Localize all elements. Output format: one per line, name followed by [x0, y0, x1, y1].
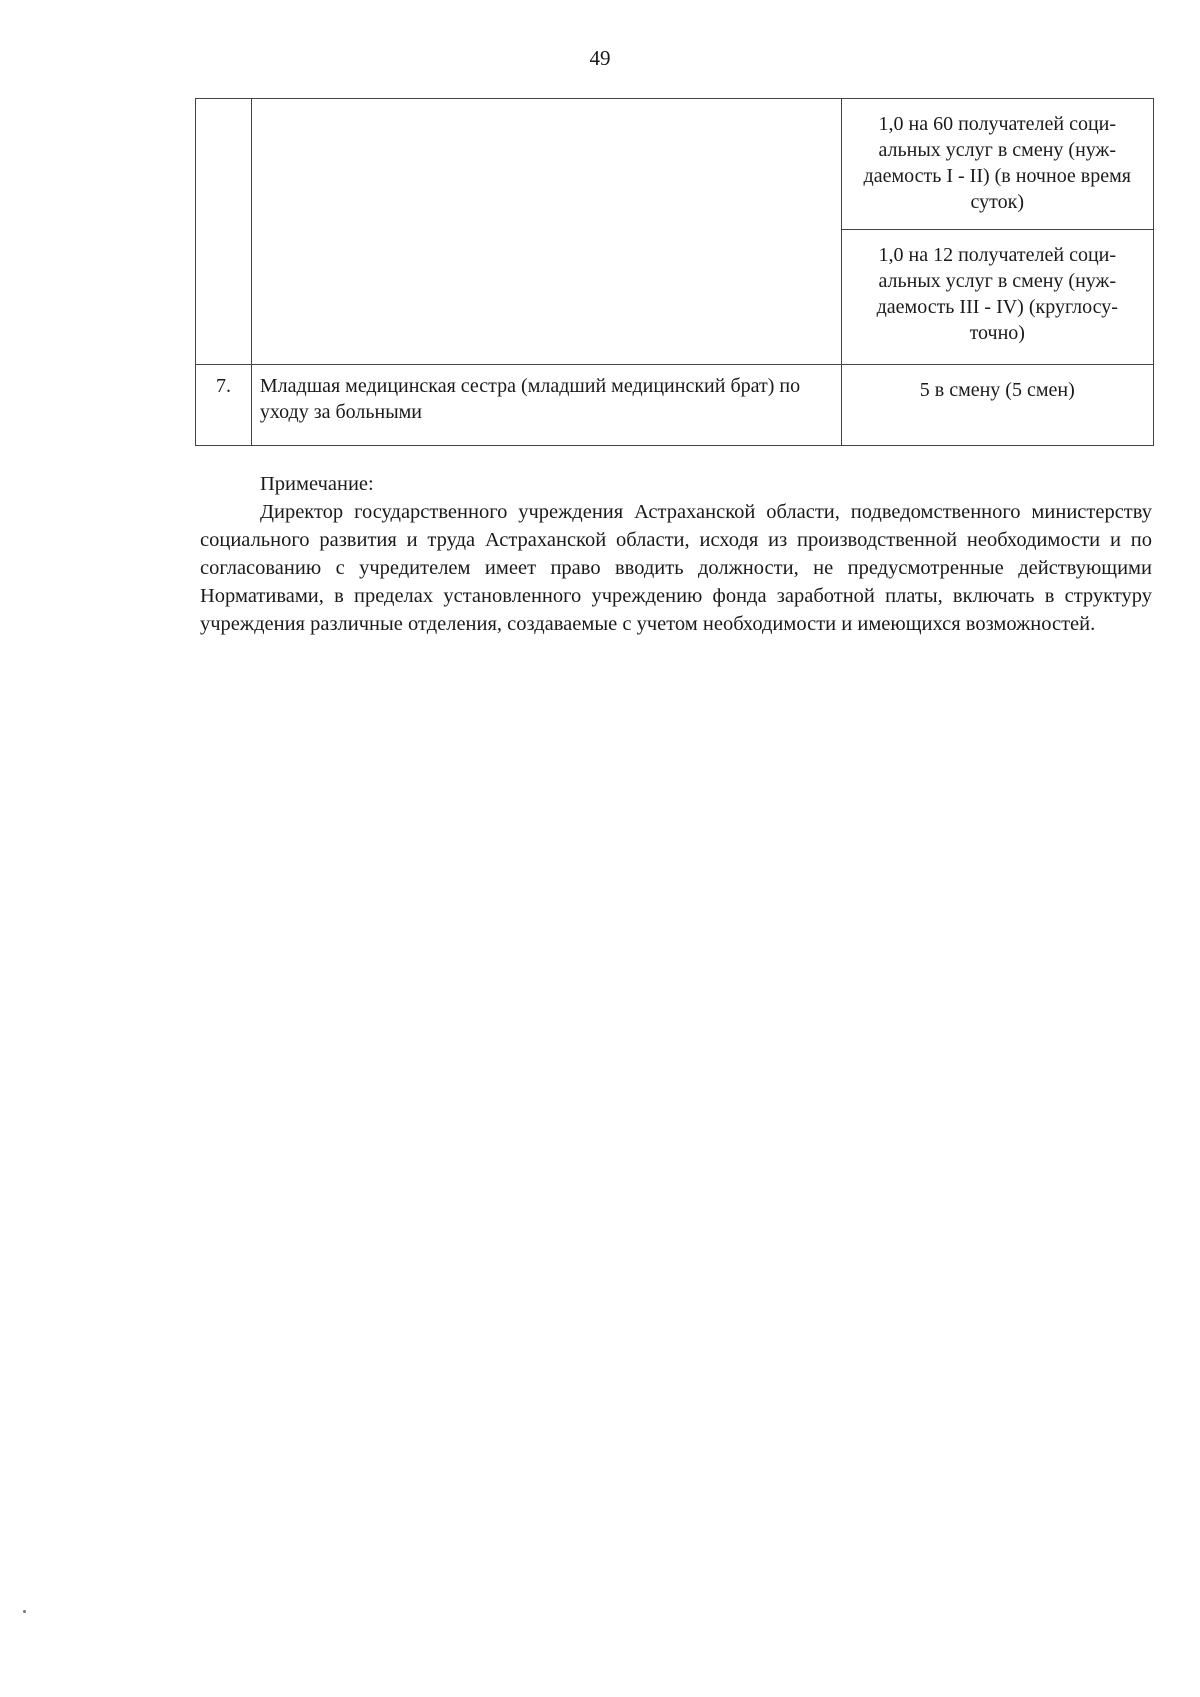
norm-text: 1,0 на 60 получателей соци-альных услуг в смену (нуж-даемость I - II) (в ночное время суток)	[863, 113, 1131, 213]
scan-speck	[23, 1610, 26, 1613]
position-name: Младшая медицинская сестра (младший медицинский брат) по уходу за больными	[259, 375, 801, 423]
row-number-cell	[196, 99, 252, 365]
norm-cell	[841, 99, 1153, 230]
position-cell	[251, 99, 841, 365]
norm-text: 1,0 на 12 получателей соци-альных услуг в смену (нуж-даемость III - IV) (круглосу-точно)	[876, 244, 1118, 344]
table-row	[196, 99, 1154, 230]
note-title: Примечание:	[260, 473, 374, 495]
norm-cell	[841, 230, 1153, 365]
row-number-cell	[196, 365, 252, 446]
norm-text: 5 в смену (5 смен)	[919, 379, 1075, 401]
position-name	[252, 99, 841, 113]
page-number: 49	[589, 46, 611, 70]
note-block	[200, 470, 1152, 638]
row-number: 7.	[215, 375, 231, 397]
norm-cell	[841, 365, 1153, 446]
staffing-norms-table	[195, 98, 1154, 446]
row-number	[196, 99, 251, 113]
position-cell	[251, 365, 841, 446]
table-row	[196, 365, 1154, 446]
note-text: Директор государственного учреждения Астраханской области, подведомственного министерству социального развития и труда Астраханской области, исходя из производственной необходимости и по согласованию с учредителем имеет право вводить должности, не предусмотренные действующими Нормативами, в пределах установленного учреждению фонда заработной платы, включать в структуру учреждения различные отделения, создаваемые с учетом необходимости и имеющихся возможностей.	[200, 501, 1152, 635]
